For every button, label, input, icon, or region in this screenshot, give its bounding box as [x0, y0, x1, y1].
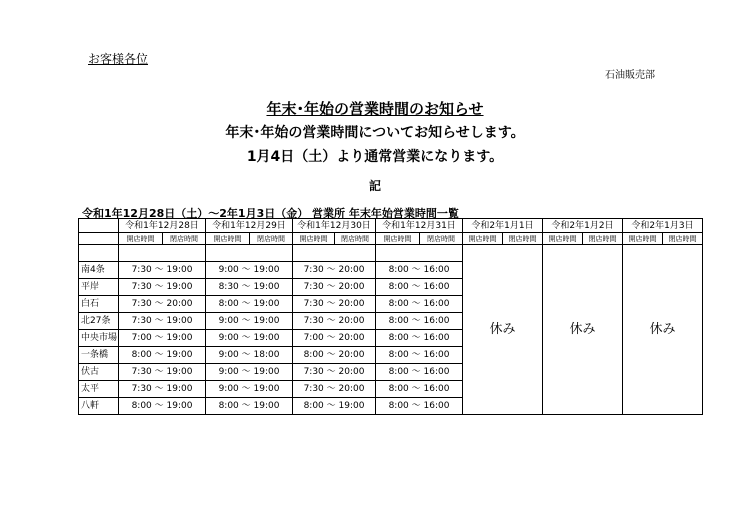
hours-cell: 9:00 ～ 19:00: [206, 262, 293, 279]
close-time-header: 閉店時間: [503, 233, 543, 245]
hours-cell: 7:00 ～ 20:00: [293, 330, 376, 347]
date-header: 令和1年12月30日: [293, 219, 376, 233]
spacer-cell: [206, 245, 293, 262]
hours-cell: 7:30 ～ 20:00: [293, 364, 376, 381]
station-name: 伏古: [79, 364, 119, 381]
hours-cell: 8:00 ～ 16:00: [376, 296, 463, 313]
hours-cell: 7:30 ～ 19:00: [119, 313, 206, 330]
hours-cell: 9:00 ～ 19:00: [206, 364, 293, 381]
spacer-cell: [119, 245, 206, 262]
holiday-cell: 休み: [463, 245, 543, 415]
close-time-header: 閉店時間: [663, 233, 703, 245]
open-time-header: 開店時間: [543, 233, 583, 245]
hours-cell: 7:30 ～ 20:00: [119, 296, 206, 313]
station-name: 北27条: [79, 313, 119, 330]
hours-cell: 8:00 ～ 16:00: [376, 262, 463, 279]
hours-cell: 8:00 ～ 20:00: [293, 347, 376, 364]
hours-cell: 8:00 ～ 16:00: [376, 381, 463, 398]
close-time-header: 閉店時間: [335, 233, 376, 245]
hours-cell: 7:30 ～ 20:00: [293, 262, 376, 279]
notice-title-text: 年末･年始の営業時間のお知らせ: [266, 100, 484, 118]
station-name: 白石: [79, 296, 119, 313]
notice-title: [0, 98, 750, 119]
station-name: 中央市場: [79, 330, 119, 347]
close-time-header: 閉店時間: [420, 233, 463, 245]
notice-line-2: 年末･年始の営業時間についてお知らせします。: [225, 125, 525, 141]
close-time-header: 閉店時間: [250, 233, 293, 245]
sub-header-corner: [79, 233, 119, 245]
hours-cell: 8:00 ～ 19:00: [119, 398, 206, 415]
hours-cell: 7:30 ～ 20:00: [293, 296, 376, 313]
ki-heading: 記: [368, 179, 381, 193]
station-name: 八軒: [79, 398, 119, 415]
date-header: 令和2年1月3日: [623, 219, 703, 233]
holiday-cell: 休み: [623, 245, 703, 415]
station-name: 太平: [79, 381, 119, 398]
hours-cell: 8:00 ～ 16:00: [376, 364, 463, 381]
hours-cell: 9:00 ～ 19:00: [206, 313, 293, 330]
open-time-header: 開店時間: [206, 233, 250, 245]
spacer-row: [79, 245, 703, 262]
hours-table: [78, 218, 703, 415]
close-time-header: 閉店時間: [583, 233, 623, 245]
addressee: お客様各位: [88, 52, 149, 66]
hours-cell: 8:00 ～ 19:00: [119, 347, 206, 364]
hours-cell: 8:30 ～ 19:00: [206, 279, 293, 296]
hours-cell: 8:00 ～ 19:00: [206, 296, 293, 313]
date-header: 令和1年12月31日: [376, 219, 463, 233]
open-time-header: 開店時間: [293, 233, 335, 245]
station-name: 一条橋: [79, 347, 119, 364]
open-time-header: 開店時間: [463, 233, 503, 245]
open-time-header: 開店時間: [119, 233, 163, 245]
date-header: 令和1年12月28日: [119, 219, 206, 233]
date-header: 令和1年12月29日: [206, 219, 293, 233]
date-header: 令和2年1月1日: [463, 219, 543, 233]
spacer-cell: [79, 245, 119, 262]
hours-cell: 8:00 ～ 16:00: [376, 330, 463, 347]
hours-cell: 8:00 ～ 16:00: [376, 279, 463, 296]
sender-department: 石油販売部: [605, 70, 655, 81]
hours-cell: 9:00 ～ 19:00: [206, 381, 293, 398]
date-header: 令和2年1月2日: [543, 219, 623, 233]
sub-header-row: [79, 233, 703, 245]
holiday-cell: 休み: [543, 245, 623, 415]
hours-cell: 8:00 ～ 19:00: [293, 398, 376, 415]
close-time-header: 閉店時間: [163, 233, 206, 245]
spacer-cell: [376, 245, 463, 262]
hours-cell: 9:00 ～ 19:00: [206, 330, 293, 347]
hours-cell: 7:30 ～ 19:00: [119, 381, 206, 398]
hours-cell: 8:00 ～ 16:00: [376, 398, 463, 415]
hours-cell: 7:30 ～ 19:00: [119, 262, 206, 279]
hours-cell: 7:30 ～ 20:00: [293, 279, 376, 296]
hours-cell: 7:30 ～ 20:00: [293, 381, 376, 398]
notice-line-3: 1月4日（土）より通常営業になります。: [246, 149, 504, 165]
spacer-cell: [293, 245, 376, 262]
hours-cell: 7:30 ～ 19:00: [119, 364, 206, 381]
hours-cell: 8:00 ～ 16:00: [376, 313, 463, 330]
hours-cell: 7:00 ～ 19:00: [119, 330, 206, 347]
header-corner: [79, 219, 119, 233]
open-time-header: 開店時間: [376, 233, 420, 245]
hours-cell: 8:00 ～ 19:00: [206, 398, 293, 415]
date-header-row: [79, 219, 703, 233]
station-name: 南4条: [79, 262, 119, 279]
station-name: 平岸: [79, 279, 119, 296]
hours-cell: 9:00 ～ 18:00: [206, 347, 293, 364]
table-title: 令和1年12月28日（土）～2年1月3日（金） 営業所 年末年始営業時間一覧: [82, 207, 459, 220]
hours-cell: 7:30 ～ 20:00: [293, 313, 376, 330]
open-time-header: 開店時間: [623, 233, 663, 245]
hours-cell: 7:30 ～ 19:00: [119, 279, 206, 296]
hours-cell: 8:00 ～ 16:00: [376, 347, 463, 364]
